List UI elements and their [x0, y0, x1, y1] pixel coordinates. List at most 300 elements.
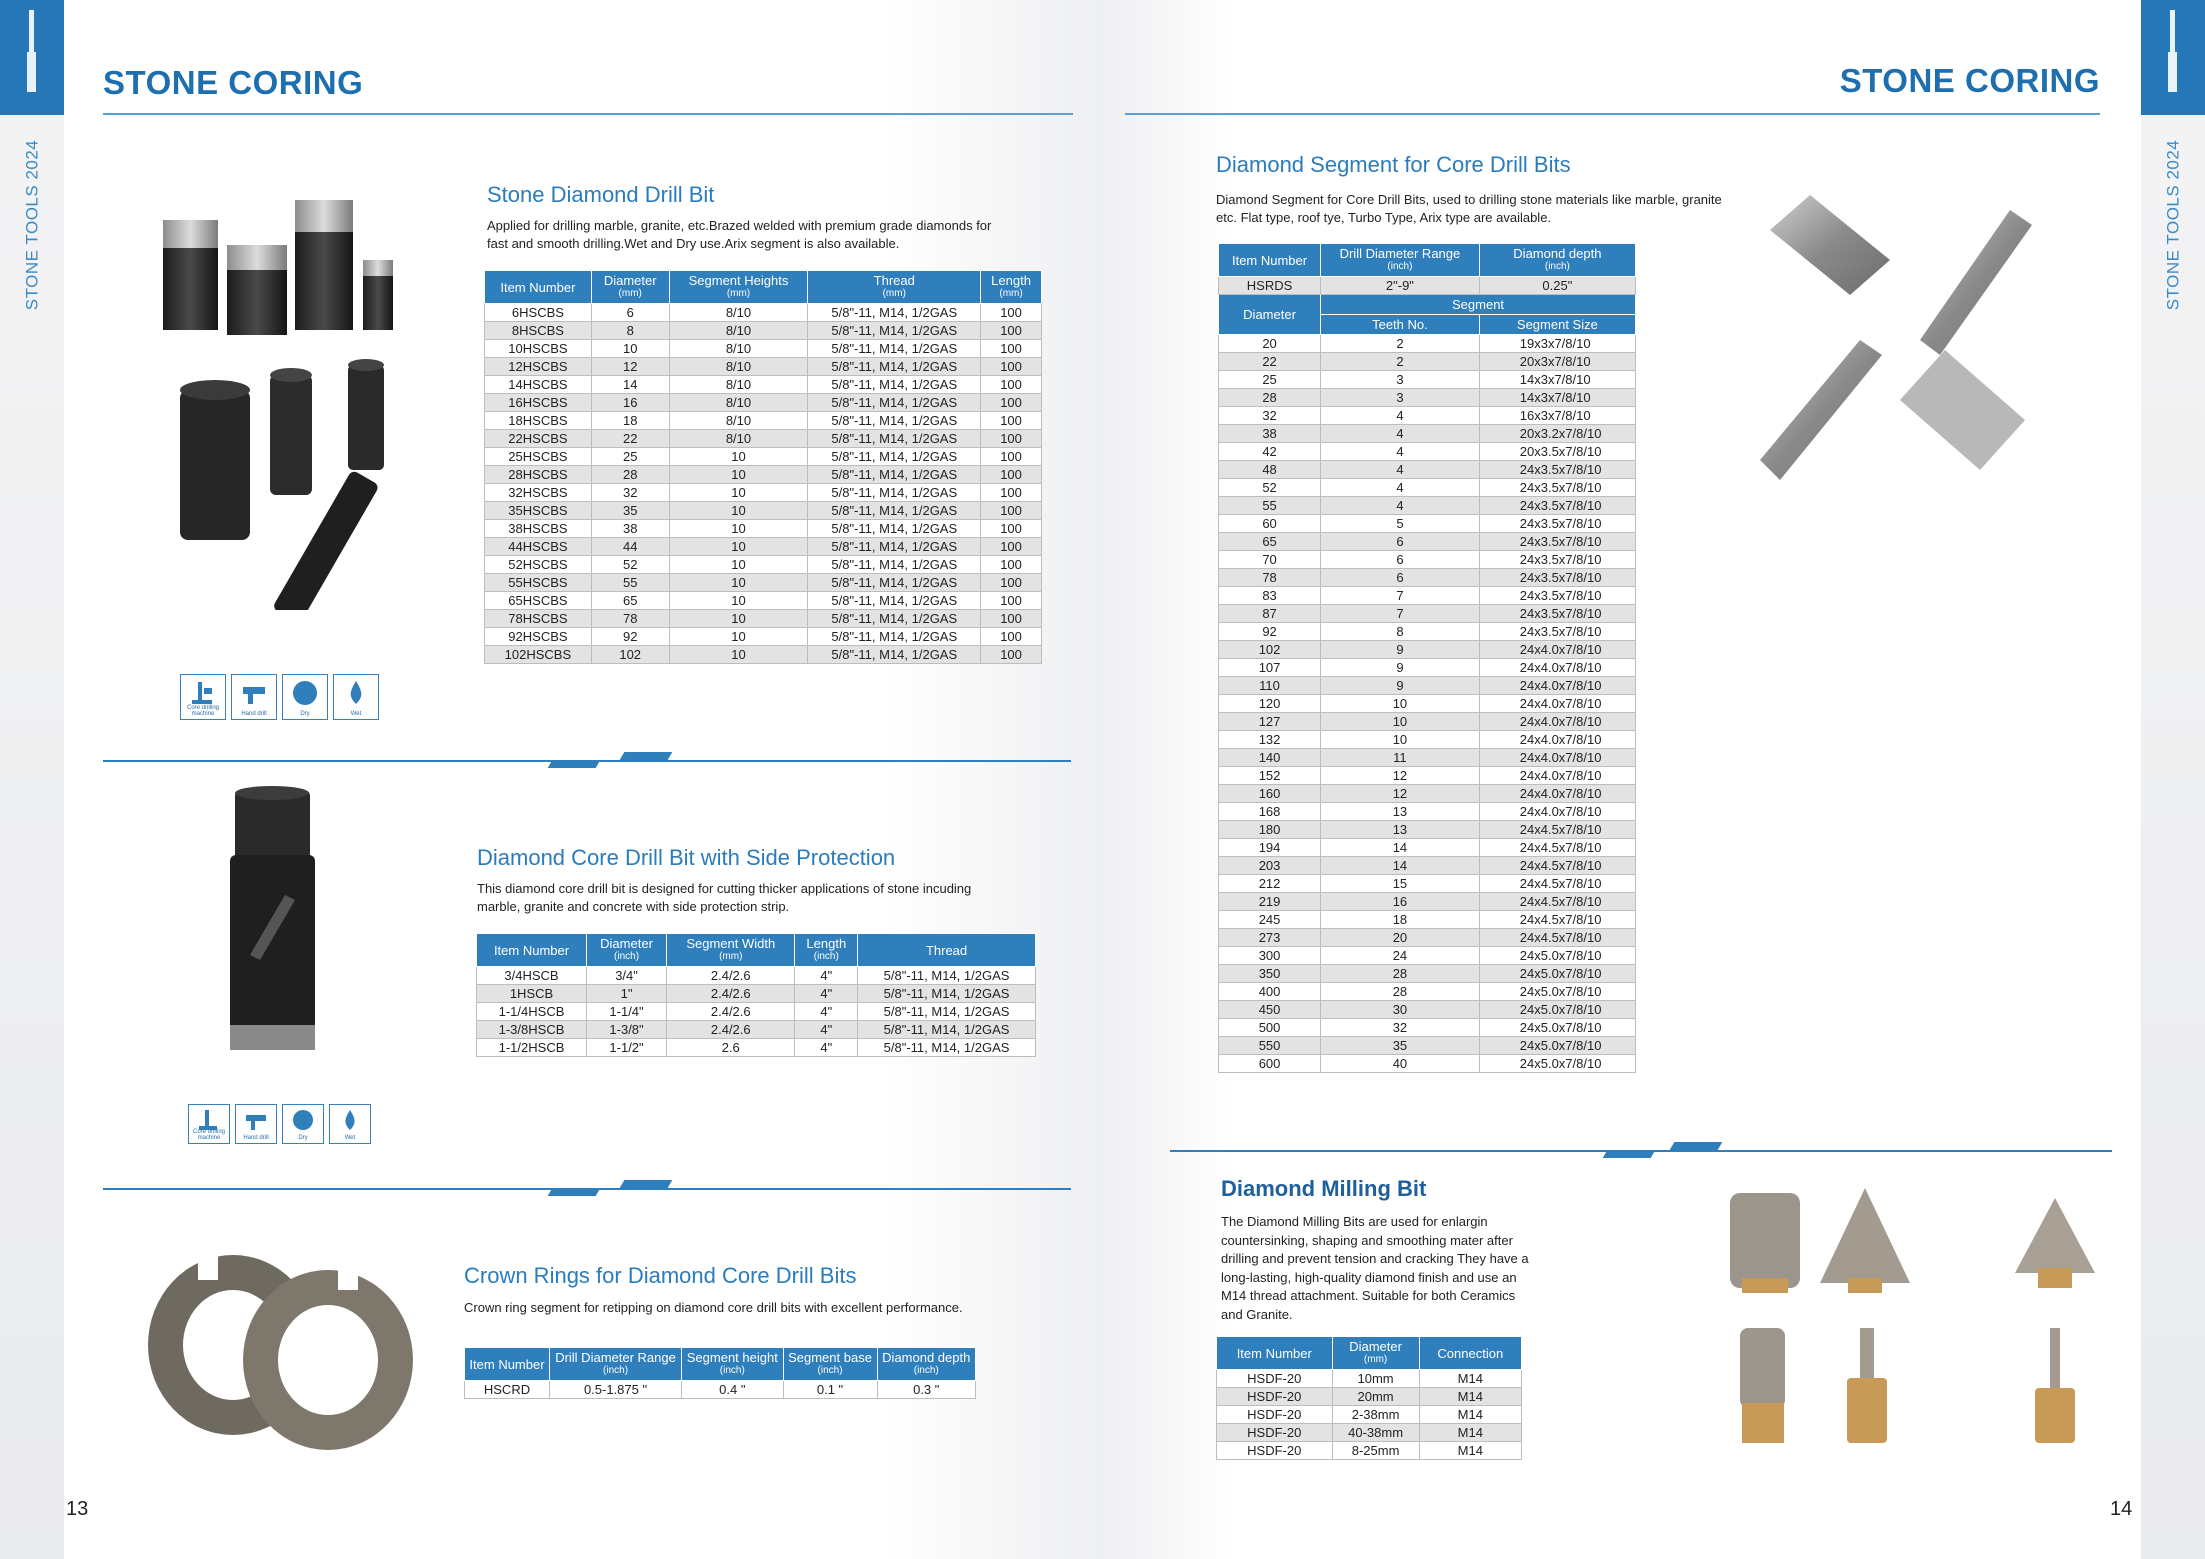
table-cell: 18HSCBS: [485, 412, 592, 430]
table-row: [1219, 407, 1636, 425]
table-header-row: [1219, 244, 1636, 277]
table-cell: 100: [981, 484, 1042, 502]
table-cell: 24x3.5x7/8/10: [1479, 461, 1635, 479]
table-cell: 180: [1219, 821, 1321, 839]
table-cell: 24x4.5x7/8/10: [1479, 893, 1635, 911]
table-cell: 5/8"-11, M14, 1/2GAS: [808, 304, 981, 322]
table-cell: 24x4.5x7/8/10: [1479, 857, 1635, 875]
table-cell: 92: [591, 628, 669, 646]
milling-bit-table: [1216, 1336, 1522, 1460]
section-desc-side-protection: This diamond core drill bit is designed for cutting thicker applications of stone incuding marble, granite and concrete with side protection strip.: [477, 881, 972, 914]
page-title: STONE CORING: [1839, 62, 2100, 99]
column-header: [877, 1348, 975, 1381]
column-header-unit: (mm): [726, 288, 751, 299]
table-cell: 3/4": [587, 967, 667, 985]
table-cell: 194: [1219, 839, 1321, 857]
table-cell: 44HSCBS: [485, 538, 592, 556]
column-header-label: Item Number: [469, 1356, 545, 1372]
table-cell: 0.5-1.875 ": [549, 1381, 681, 1399]
table-cell: 32: [1219, 407, 1321, 425]
table-cell: 4: [1321, 461, 1480, 479]
table-cell: 8/10: [669, 376, 808, 394]
table-cell: 6: [1321, 533, 1480, 551]
column-header: Segment Size: [1479, 315, 1635, 335]
table-cell: 24x4.0x7/8/10: [1479, 695, 1635, 713]
column-header: [808, 271, 981, 304]
column-header: [669, 271, 808, 304]
table-row: [1219, 605, 1636, 623]
table-cell: 4": [795, 967, 858, 985]
table-row: [1217, 1424, 1522, 1442]
column-header: [858, 934, 1036, 967]
table-row: [485, 628, 1042, 646]
table-cell: 2.4/2.6: [667, 985, 795, 1003]
column-header-label: Item Number: [1231, 252, 1308, 268]
table-cell: 1HSCB: [477, 985, 587, 1003]
table-cell: 10: [669, 574, 808, 592]
table-cell: 22: [591, 430, 669, 448]
table-row: [485, 610, 1042, 628]
table-cell: 10: [1321, 713, 1480, 731]
table-cell: 10: [669, 520, 808, 538]
table-cell: 5/8"-11, M14, 1/2GAS: [808, 556, 981, 574]
section-desc-stone-drill-bit: Applied for drilling marble, granite, etc.Brazed welded with premium grade diamonds for fast and smooth drilling.Wet and Dry use.Arix segment is also available.: [487, 218, 992, 251]
table-cell: 120: [1219, 695, 1321, 713]
column-header-unit: (mm): [882, 288, 906, 299]
table-cell: 5/8"-11, M14, 1/2GAS: [808, 538, 981, 556]
table-cell: 52: [591, 556, 669, 574]
table-cell: 5/8"-11, M14, 1/2GAS: [808, 412, 981, 430]
table-cell: 10: [669, 484, 808, 502]
table-cell: 40: [1321, 1055, 1480, 1073]
table-cell: 8HSCBS: [485, 322, 592, 340]
column-header-unit: (inch): [614, 951, 640, 962]
table-cell: 4": [795, 1039, 858, 1057]
column-header-label: Thread: [873, 273, 915, 288]
table-row: [485, 412, 1042, 430]
table-cell: 5/8"-11, M14, 1/2GAS: [858, 1039, 1036, 1057]
table-row: [477, 1003, 1036, 1021]
table-cell: 5/8"-11, M14, 1/2GAS: [808, 448, 981, 466]
table-row: [1219, 1019, 1636, 1037]
table-cell: 5/8"-11, M14, 1/2GAS: [808, 376, 981, 394]
table-row: [1219, 947, 1636, 965]
table-cell: 55: [1219, 497, 1321, 515]
table-row: [1219, 929, 1636, 947]
table-cell: 3/4HSCB: [477, 967, 587, 985]
table-cell: 1-1/4HSCB: [477, 1003, 587, 1021]
table-cell: 4: [1321, 479, 1480, 497]
table-cell: 14: [1321, 839, 1480, 857]
table-row: [1219, 731, 1636, 749]
table-row: [1219, 277, 1636, 295]
divider-accent: [548, 760, 601, 768]
table-cell: 25: [591, 448, 669, 466]
table-cell: 32: [591, 484, 669, 502]
page-number: 13: [66, 1498, 89, 1520]
table-cell: 5/8"-11, M14, 1/2GAS: [808, 520, 981, 538]
table-cell: 8: [1321, 623, 1480, 641]
column-header: [1321, 244, 1480, 277]
column-header-unit: (mm): [719, 951, 743, 962]
table-cell: 52: [1219, 479, 1321, 497]
table-cell: 24x3.5x7/8/10: [1479, 605, 1635, 623]
column-header-unit: (inch): [817, 1365, 843, 1376]
table-row: [485, 574, 1042, 592]
table-cell: 65: [591, 592, 669, 610]
table-row: [1219, 587, 1636, 605]
table-cell: 5/8"-11, M14, 1/2GAS: [808, 646, 981, 664]
table-cell: 5/8"-11, M14, 1/2GAS: [858, 967, 1036, 985]
table-cell: 30: [1321, 1001, 1480, 1019]
table-cell: 32HSCBS: [485, 484, 592, 502]
table-row: [1219, 641, 1636, 659]
table-cell: 8/10: [669, 304, 808, 322]
table-cell: 350: [1219, 965, 1321, 983]
column-header-label: Segment height: [686, 1350, 778, 1365]
title-rule: [1125, 113, 2100, 115]
side-label: STONE TOOLS 2024: [2163, 139, 2182, 311]
table-cell: 24x4.5x7/8/10: [1479, 839, 1635, 857]
table-cell: 24x5.0x7/8/10: [1479, 1001, 1635, 1019]
table-cell: 19x3x7/8/10: [1479, 335, 1635, 353]
column-header: [587, 934, 667, 967]
table-cell: 140: [1219, 749, 1321, 767]
table-cell: 10: [669, 556, 808, 574]
divider-accent: [1670, 1142, 1723, 1150]
left-sidebar-tab: [0, 0, 64, 115]
table-cell: 92HSCBS: [485, 628, 592, 646]
table-row: [485, 322, 1042, 340]
table-row: [485, 358, 1042, 376]
table-row: [1219, 1037, 1636, 1055]
table-cell: 7: [1321, 587, 1480, 605]
column-header-label: Diamond depth: [882, 1350, 971, 1365]
table-cell: 20mm: [1332, 1388, 1419, 1406]
table-cell: 100: [981, 502, 1042, 520]
table-cell: 24x4.0x7/8/10: [1479, 767, 1635, 785]
table-cell: 20: [1219, 335, 1321, 353]
wet-icon: Wet: [333, 674, 379, 720]
table-cell: 10: [591, 340, 669, 358]
table-cell: 24x3.5x7/8/10: [1479, 551, 1635, 569]
table-cell: HSDF-20: [1217, 1370, 1333, 1388]
column-header: [1217, 1337, 1333, 1370]
column-header: [682, 1348, 783, 1381]
table-cell: 12: [1321, 785, 1480, 803]
table-cell: M14: [1419, 1406, 1521, 1424]
table-cell: 450: [1219, 1001, 1321, 1019]
column-header: [795, 934, 858, 967]
dry-icon: Dry: [282, 674, 328, 720]
right-page: [1100, 0, 2205, 1559]
side-protection-table: [476, 933, 1036, 1057]
dry-icon: Dry: [282, 1104, 324, 1144]
table-cell: 5/8"-11, M14, 1/2GAS: [808, 574, 981, 592]
table-cell: 24x5.0x7/8/10: [1479, 983, 1635, 1001]
table-cell: 35HSCBS: [485, 502, 592, 520]
table-cell: 102HSCBS: [485, 646, 592, 664]
column-header-label: Diameter: [603, 273, 657, 288]
table-cell: 42: [1219, 443, 1321, 461]
column-header: [477, 934, 587, 967]
section-title-stone-drill-bit: Stone Diamond Drill Bit: [487, 182, 715, 207]
section-title-diamond-segment: Diamond Segment for Core Drill Bits: [1216, 152, 1571, 177]
table-row: [1219, 983, 1636, 1001]
table-row: [1219, 893, 1636, 911]
table-cell: 18: [591, 412, 669, 430]
core-bits-black-photo: [170, 355, 415, 610]
table-cell: 20x3x7/8/10: [1479, 353, 1635, 371]
table-cell: 0.3 ": [877, 1381, 975, 1399]
table-cell: 102: [591, 646, 669, 664]
table-cell: 12: [1321, 767, 1480, 785]
table-row: [1219, 461, 1636, 479]
table-cell: 0.25": [1479, 277, 1635, 295]
table-cell: 28: [591, 466, 669, 484]
table-cell: 14: [1321, 857, 1480, 875]
table-cell: 24x4.0x7/8/10: [1479, 641, 1635, 659]
table-cell: 87: [1219, 605, 1321, 623]
table-cell: 9: [1321, 659, 1480, 677]
table-cell: 24x3.5x7/8/10: [1479, 479, 1635, 497]
table-row: [477, 1021, 1036, 1039]
table-cell: 24x5.0x7/8/10: [1479, 1019, 1635, 1037]
hand-drill-icon: Hand drill: [231, 674, 277, 720]
table-cell: 11: [1321, 749, 1480, 767]
right-sidebar: [2141, 0, 2205, 1559]
table-cell: 12HSCBS: [485, 358, 592, 376]
table-row: [1219, 713, 1636, 731]
table-cell: 2.4/2.6: [667, 1021, 795, 1039]
column-header-label: Segment base: [788, 1350, 872, 1365]
divider-accent: [620, 752, 673, 760]
table-row: [485, 484, 1042, 502]
table-cell: HSDF-20: [1217, 1442, 1333, 1460]
table-cell: 100: [981, 556, 1042, 574]
table-cell: 1": [587, 985, 667, 1003]
table-cell: 100: [981, 322, 1042, 340]
table-cell: 25: [1219, 371, 1321, 389]
table-cell: 8/10: [669, 322, 808, 340]
column-header: [485, 271, 592, 304]
table-row: [1219, 443, 1636, 461]
table-row: [1219, 677, 1636, 695]
divider-accent: [620, 1180, 673, 1188]
table-cell: 10: [1321, 731, 1480, 749]
table-cell: 12: [591, 358, 669, 376]
section-title-side-protection: Diamond Core Drill Bit with Side Protection: [477, 845, 896, 870]
table-row: [477, 985, 1036, 1003]
table-cell: 22: [1219, 353, 1321, 371]
column-header-unit: (inch): [1387, 261, 1413, 272]
table-cell: 100: [981, 646, 1042, 664]
column-header: [783, 1348, 877, 1381]
table-header-row: [1219, 295, 1636, 315]
table-row: [1219, 857, 1636, 875]
table-cell: 16: [1321, 893, 1480, 911]
table-row: [1219, 515, 1636, 533]
table-cell: 5/8"-11, M14, 1/2GAS: [808, 628, 981, 646]
table-cell: 100: [981, 448, 1042, 466]
table-row: [1217, 1370, 1522, 1388]
crown-rings-table: [464, 1347, 976, 1399]
wet-icon: Wet: [329, 1104, 371, 1144]
table-cell: 15: [1321, 875, 1480, 893]
table-cell: 44: [591, 538, 669, 556]
column-header-unit: (mm): [1363, 1354, 1388, 1365]
column-header-label: Length: [991, 273, 1031, 288]
column-header-label: Diameter: [1349, 1339, 1402, 1354]
stone-drill-bit-table: [484, 270, 1042, 664]
table-cell: 38HSCBS: [485, 520, 592, 538]
table-cell: 8-25mm: [1332, 1442, 1419, 1460]
table-cell: 100: [981, 520, 1042, 538]
core-drilling-machine-icon: Core drilling machine: [180, 674, 226, 720]
table-cell: 2-38mm: [1332, 1406, 1419, 1424]
table-cell: 24x5.0x7/8/10: [1479, 947, 1635, 965]
table-cell: 5/8"-11, M14, 1/2GAS: [808, 430, 981, 448]
table-cell: 24x3.5x7/8/10: [1479, 569, 1635, 587]
table-cell: 24x4.0x7/8/10: [1479, 659, 1635, 677]
table-cell: 10: [669, 592, 808, 610]
table-row: [1219, 749, 1636, 767]
table-row: [485, 466, 1042, 484]
table-cell: 55HSCBS: [485, 574, 592, 592]
table-cell: 110: [1219, 677, 1321, 695]
table-cell: 20: [1321, 929, 1480, 947]
table-cell: 24x3.5x7/8/10: [1479, 497, 1635, 515]
table-cell: 10: [669, 448, 808, 466]
table-cell: 35: [591, 502, 669, 520]
table-cell: 78HSCBS: [485, 610, 592, 628]
table-row: [485, 520, 1042, 538]
table-cell: 5/8"-11, M14, 1/2GAS: [808, 394, 981, 412]
column-header-label: Item Number: [500, 279, 576, 295]
column-header-label: Drill Diameter Range: [555, 1350, 676, 1365]
table-header-row: [477, 934, 1036, 967]
divider-accent: [548, 1188, 601, 1196]
table-cell: 5/8"-11, M14, 1/2GAS: [808, 592, 981, 610]
table-cell: HSDF-20: [1217, 1406, 1333, 1424]
table-cell: 5/8"-11, M14, 1/2GAS: [808, 340, 981, 358]
table-cell: 5/8"-11, M14, 1/2GAS: [858, 1003, 1036, 1021]
table-row: [1219, 425, 1636, 443]
table-cell: 24x4.5x7/8/10: [1479, 929, 1635, 947]
left-page: [0, 0, 1100, 1559]
column-header: [1479, 244, 1635, 277]
table-cell: 10: [669, 646, 808, 664]
left-sidebar: [0, 0, 64, 1559]
table-cell: 100: [981, 610, 1042, 628]
table-cell: 60: [1219, 515, 1321, 533]
table-cell: 5/8"-11, M14, 1/2GAS: [808, 502, 981, 520]
table-row: [1219, 1001, 1636, 1019]
table-cell: 100: [981, 538, 1042, 556]
column-header: [465, 1348, 550, 1381]
table-cell: 100: [981, 304, 1042, 322]
table-cell: 1-1/4": [587, 1003, 667, 1021]
table-cell: 24x4.0x7/8/10: [1479, 803, 1635, 821]
table-cell: 22HSCBS: [485, 430, 592, 448]
table-cell: 10: [669, 538, 808, 556]
table-cell: 10: [669, 628, 808, 646]
table-cell: 24x5.0x7/8/10: [1479, 1055, 1635, 1073]
table-row: [1219, 335, 1636, 353]
table-cell: 6: [1321, 569, 1480, 587]
right-sidebar-tab: [2141, 0, 2205, 115]
table-row: [485, 394, 1042, 412]
table-cell: 32: [1321, 1019, 1480, 1037]
table-cell: 16x3x7/8/10: [1479, 407, 1635, 425]
table-cell: 65: [1219, 533, 1321, 551]
section-desc-crown-rings: Crown ring segment for retipping on diamond core drill bits with excellent performance.: [464, 1300, 963, 1315]
column-header-label: Length: [806, 936, 847, 951]
table-cell: 1-1/2HSCB: [477, 1039, 587, 1057]
column-header-label: Diameter: [600, 936, 653, 951]
table-cell: 35: [1321, 1037, 1480, 1055]
column-header-unit: (mm): [618, 288, 642, 299]
table-cell: 24x4.5x7/8/10: [1479, 821, 1635, 839]
table-cell: 16HSCBS: [485, 394, 592, 412]
table-cell: 160: [1219, 785, 1321, 803]
table-cell: 400: [1219, 983, 1321, 1001]
hand-drill-icon: Hand drill: [235, 1104, 277, 1144]
table-cell: M14: [1419, 1388, 1521, 1406]
table-cell: HSDF-20: [1217, 1424, 1333, 1442]
table-row: [1219, 551, 1636, 569]
divider-accent: [1603, 1150, 1656, 1158]
table-row: [1219, 767, 1636, 785]
table-cell: 100: [981, 394, 1042, 412]
column-header: [1419, 1337, 1521, 1370]
table-cell: 5/8"-11, M14, 1/2GAS: [808, 610, 981, 628]
table-cell: 5/8"-11, M14, 1/2GAS: [808, 322, 981, 340]
section-title-crown-rings: Crown Rings for Diamond Core Drill Bits: [464, 1263, 857, 1288]
table-cell: 8/10: [669, 430, 808, 448]
table-cell: 8/10: [669, 340, 808, 358]
table-cell: 2.4/2.6: [667, 1003, 795, 1021]
table-cell: 500: [1219, 1019, 1321, 1037]
table-cell: 100: [981, 430, 1042, 448]
table-row: [485, 646, 1042, 664]
table-cell: 100: [981, 412, 1042, 430]
table-cell: 20x3.5x7/8/10: [1479, 443, 1635, 461]
column-header: [667, 934, 795, 967]
table-cell: 4: [1321, 425, 1480, 443]
table-cell: 102: [1219, 641, 1321, 659]
side-label: STONE TOOLS 2024: [22, 139, 41, 311]
table-cell: 2.4/2.6: [667, 967, 795, 985]
diamond-segment-table: [1218, 243, 1636, 1073]
table-cell: 1-3/8": [587, 1021, 667, 1039]
table-cell: 5/8"-11, M14, 1/2GAS: [858, 1021, 1036, 1039]
table-row: [465, 1381, 976, 1399]
column-header: Segment: [1321, 295, 1636, 315]
table-row: [1217, 1406, 1522, 1424]
table-cell: 25HSCBS: [485, 448, 592, 466]
table-cell: 14: [591, 376, 669, 394]
table-cell: 245: [1219, 911, 1321, 929]
table-cell: 18: [1321, 911, 1480, 929]
table-row: [1219, 479, 1636, 497]
column-header-unit: (inch): [603, 1365, 629, 1376]
table-cell: 28: [1321, 983, 1480, 1001]
table-header-row: [485, 271, 1042, 304]
table-cell: 16: [591, 394, 669, 412]
table-row: [485, 376, 1042, 394]
table-cell: 3: [1321, 371, 1480, 389]
